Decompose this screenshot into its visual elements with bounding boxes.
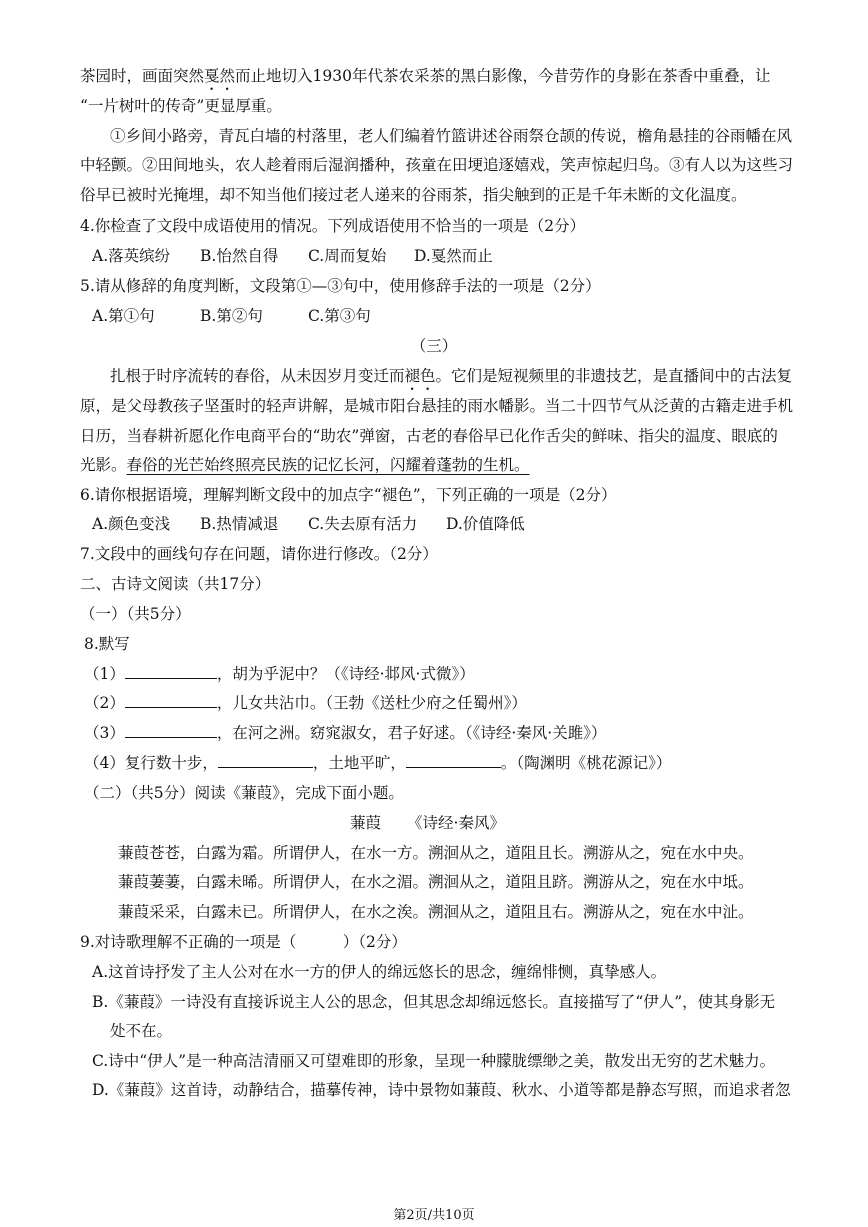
- subsection-2-title: （二）（共5分）阅读《蒹葭》，完成下面小题。: [84, 784, 404, 802]
- item-text: ，胡为乎泥中？（《诗经·邶风·式微》）: [216, 665, 475, 683]
- text-segment: 光影。: [80, 456, 127, 474]
- answer-blank[interactable]: [218, 753, 313, 768]
- dictation-item: [84, 664, 868, 684]
- dotted-word: 戛然: [204, 67, 236, 85]
- item-text: 复行数十步，: [124, 754, 218, 772]
- paragraph-line: “一片树叶的传奇”更显厚重。: [80, 97, 282, 115]
- option-d[interactable]: D.价值降低: [446, 515, 525, 533]
- part-2-title: 二、古诗文阅读（共17分）: [80, 575, 271, 593]
- dictation-item: [84, 693, 868, 713]
- question-8-stem: 8.默写: [84, 635, 130, 653]
- item-text: ，土地平旷，: [312, 754, 406, 772]
- item-text: ，在河之洲。窈窕淑女，君子好逑。（《诗经·秦风·关雎》）: [216, 724, 607, 742]
- option-a[interactable]: A.落英缤纷: [92, 247, 171, 265]
- option-b[interactable]: B.怡然自得: [200, 247, 279, 265]
- question-7-stem: 7.文段中的画线句存在问题，请你进行修改。（2分）: [80, 545, 438, 563]
- option-a[interactable]: A.颜色变浅: [92, 515, 171, 533]
- question-6-stem: 6.请你根据语境，理解判断文段中的加点字“褪色”，下列正确的一项是（2分）: [80, 486, 617, 504]
- paragraph-line: 原，是父母教孩子坚蛋时的轻声讲解，是城市阳台悬挂的雨水幡影。当二十四节气从泛黄的古籍走进手机: [80, 397, 794, 415]
- option-c[interactable]: C.第③句: [308, 307, 371, 325]
- answer-blank[interactable]: [406, 753, 501, 768]
- option-b[interactable]: B.第②句: [200, 307, 263, 325]
- answer-blank[interactable]: [125, 723, 217, 738]
- question-5-stem: 5.请从修辞的角度判断，文段第①—③句中，使用修辞手法的一项是（2分）: [80, 277, 601, 295]
- subsection-1-title: （一）（共5分）: [80, 605, 191, 623]
- section-3-title: （三）: [410, 337, 458, 355]
- item-text: 。（陶渊明《桃花源记》）: [500, 754, 672, 772]
- item-number: （3）: [84, 724, 125, 742]
- paragraph-line: ①乡间小路旁，青瓦白墙的村落里，老人们编着竹篮讲述谷雨祭仓颉的传说，檐角悬挂的谷雨幡在风: [110, 127, 793, 145]
- item-number: （2）: [84, 694, 125, 712]
- option-c[interactable]: C.周而复始: [308, 247, 387, 265]
- dictation-item: [84, 753, 868, 773]
- paragraph-line: 俗早已被时光掩埋，却不知当他们接过老人递来的谷雨茶，指尖触到的正是千年未断的文化温度。: [80, 186, 747, 204]
- page-number: 第2页/共10页: [393, 1208, 475, 1223]
- dotted-word: 褪色: [404, 367, 436, 385]
- answer-blank[interactable]: [125, 664, 217, 679]
- option-d[interactable]: D.戛然而止: [414, 247, 493, 265]
- dictation-item: [84, 723, 868, 743]
- item-number: （1）: [84, 665, 125, 683]
- option-b[interactable]: B.《蒹葭》一诗没有直接诉说主人公的思念，但其思念却绵远悠长。直接描写了“伊人”，使其身影无: [92, 993, 776, 1011]
- option-c[interactable]: C.失去原有活力: [308, 515, 418, 533]
- poem-heading: [350, 813, 868, 833]
- paragraph-line: [80, 66, 868, 94]
- text-segment: 。它们是短视频里的非遗技艺，是直播间中的古法复: [435, 367, 793, 385]
- text-segment: 茶园时，画面突然: [80, 67, 205, 85]
- text-segment: 而止地切入1930年代茶农采茶的黑白影像，今昔劳作的身影在茶香中重叠，让: [235, 67, 771, 85]
- paragraph-line: 日历，当春耕祈愿化作电商平台的“助农”弹窗，古老的春俗早已化作舌尖的鲜味、指尖的温度、眼底的: [80, 427, 778, 445]
- paragraph-line: 中轻颤。②田间地头，农人趁着雨后湿润播种，孩童在田埂追逐嬉戏，笑声惊起归鸟。③有人以为这些习: [80, 156, 794, 174]
- underlined-sentence: 春俗的光芒始终照亮民族的记忆长河，闪耀着蓬勃的生机。: [126, 456, 530, 474]
- option-b[interactable]: B.热情减退: [200, 515, 279, 533]
- poem-title: 蒹葭: [350, 814, 382, 832]
- item-text: ，儿女共沾巾。（王勃《送杜少府之任蜀州》）: [216, 694, 527, 712]
- option-b-continued: 处不在。: [110, 1022, 173, 1040]
- poem-source: 《诗经·秦风》: [407, 814, 505, 832]
- paragraph-line: [80, 455, 868, 475]
- question-4-stem: 4.你检查了文段中成语使用的情况。下列成语使用不恰当的一项是（2分）: [80, 217, 586, 235]
- option-a[interactable]: A.第①句: [92, 307, 155, 325]
- item-number: （4）: [84, 754, 125, 772]
- answer-blank[interactable]: [125, 693, 217, 708]
- poem-line: 蒹葭萋萋，白露未晞。所谓伊人，在水之湄。溯洄从之，道阻且跻。溯游从之，宛在水中坻。: [118, 873, 754, 891]
- option-d[interactable]: D.《蒹葭》这首诗，动静结合，描摹传神，诗中景物如蒹葭、秋水、小道等都是静态写照，而追求者忽: [92, 1081, 791, 1099]
- poem-line: 蒹葭苍苍，白露为霜。所谓伊人，在水一方。溯洄从之，道阻且长。溯游从之，宛在水中央。: [118, 844, 754, 862]
- poem-line: 蒹葭采采，白露未已。所谓伊人，在水之涘。溯洄从之，道阻且右。溯游从之，宛在水中沚。: [118, 903, 754, 921]
- paragraph-line: [110, 366, 868, 394]
- question-9-stem: 9.对诗歌理解不正确的一项是（ ）（2分）: [80, 933, 407, 951]
- option-c[interactable]: C.诗中“伊人”是一种高洁清丽又可望难即的形象，呈现一种朦胧缥缈之美，散发出无穷的艺术魅力。: [92, 1052, 776, 1070]
- option-a[interactable]: A.这首诗抒发了主人公对在水一方的伊人的绵远悠长的思念，缠绵悱恻，真挚感人。: [92, 963, 667, 981]
- text-segment: 扎根于时序流转的春俗，从未因岁月变迁而: [110, 367, 405, 385]
